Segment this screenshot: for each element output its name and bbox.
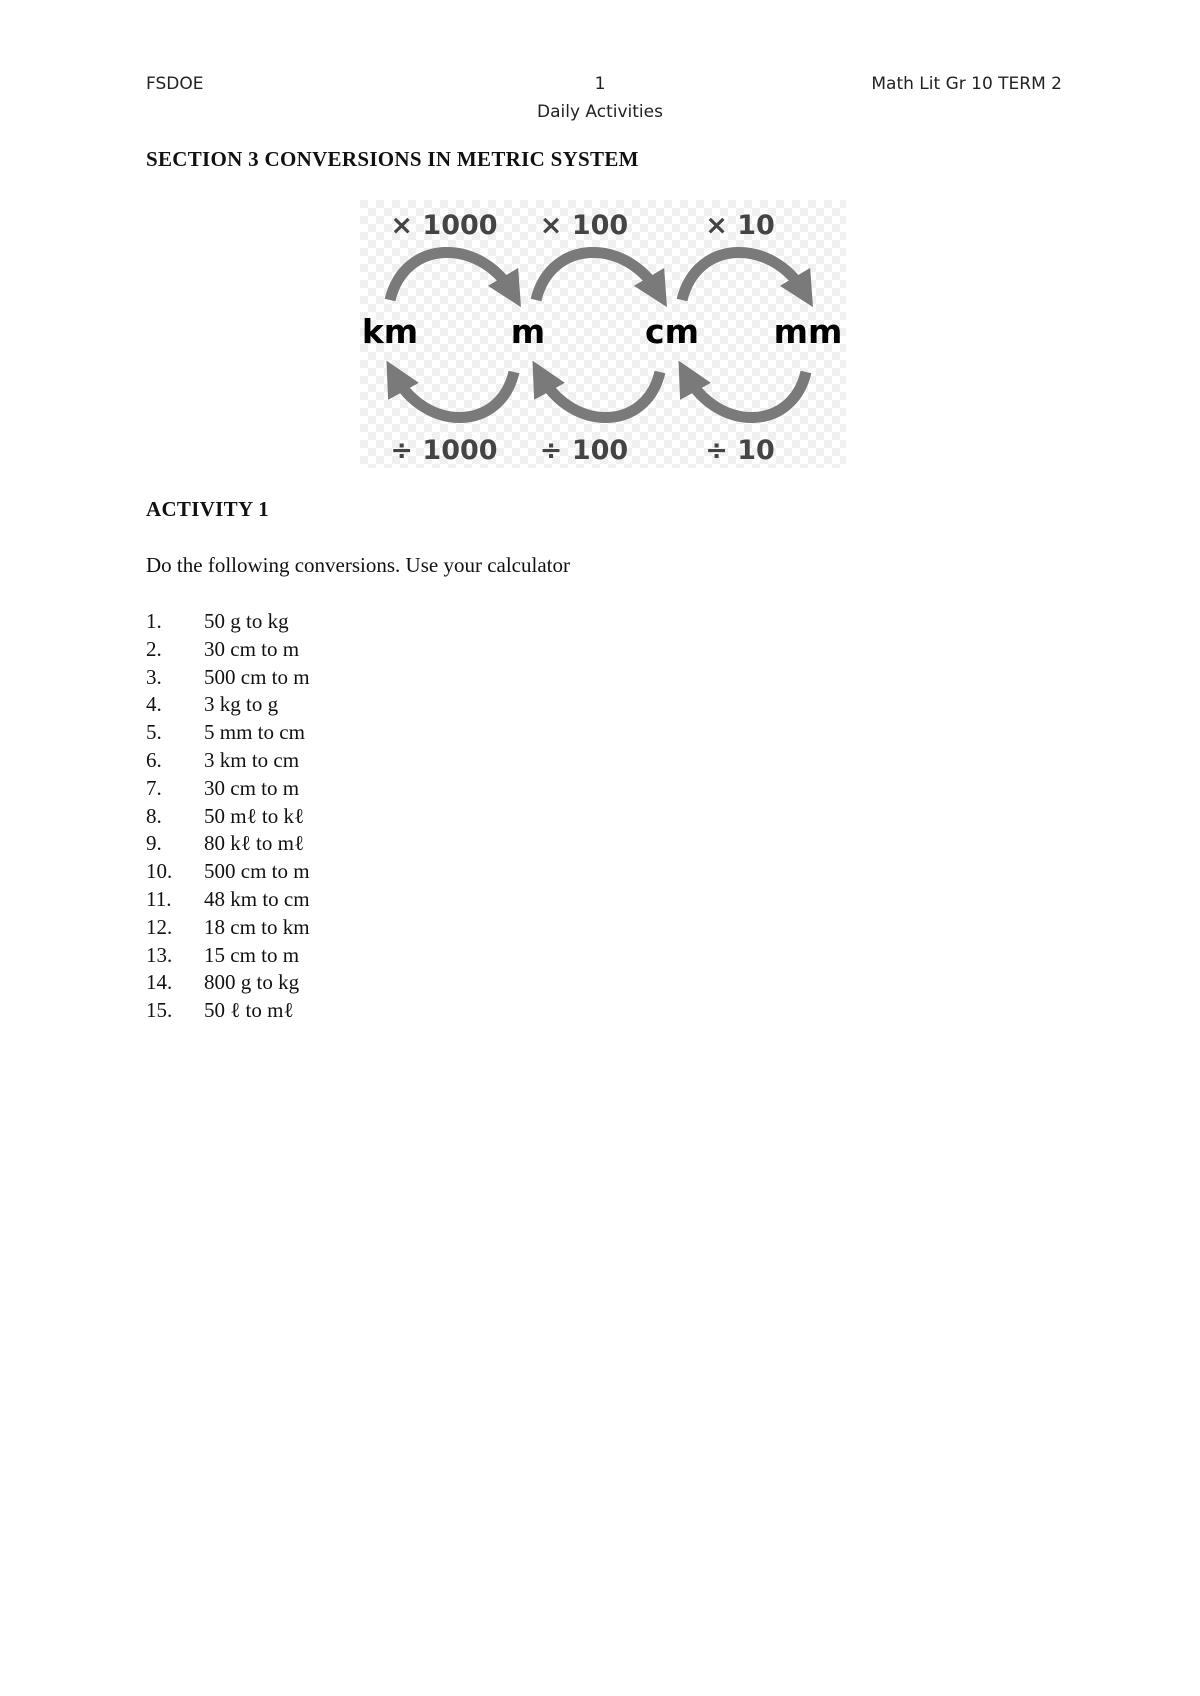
item-text: 500 cm to m bbox=[204, 664, 310, 689]
item-number: 11. bbox=[146, 886, 172, 911]
list-item bbox=[146, 942, 310, 970]
unit-cm: cm bbox=[645, 312, 699, 351]
multiply-label-10: × 10 bbox=[705, 210, 775, 241]
section-title: SECTION 3 CONVERSIONS IN METRIC SYSTEM bbox=[146, 147, 639, 171]
item-text: 50 ℓ to mℓ bbox=[204, 998, 294, 1023]
unit-km: km bbox=[361, 312, 419, 351]
item-text: 800 g to kg bbox=[204, 970, 300, 995]
list-item bbox=[146, 997, 310, 1025]
item-text: 500 cm to m bbox=[204, 859, 310, 884]
item-text: 3 kg to g bbox=[204, 692, 279, 717]
item-text: 50 g to kg bbox=[204, 609, 289, 633]
item-text: 3 km to cm bbox=[204, 747, 300, 772]
list-item bbox=[146, 858, 310, 886]
item-number: 1. bbox=[146, 609, 162, 633]
metric-conversion-diagram bbox=[360, 200, 846, 468]
header-left: FSDOE bbox=[146, 74, 204, 94]
list-item bbox=[146, 636, 310, 664]
item-text: 80 kℓ to mℓ bbox=[204, 831, 305, 856]
item-number: 3. bbox=[146, 664, 162, 689]
item-number: 12. bbox=[146, 914, 173, 939]
list-item bbox=[146, 914, 310, 942]
header-right: Math Lit Gr 10 TERM 2 bbox=[871, 74, 1062, 94]
item-number: 2. bbox=[146, 636, 162, 661]
list-item bbox=[146, 775, 310, 803]
list-item bbox=[146, 803, 310, 831]
item-text: 5 mm to cm bbox=[204, 720, 305, 745]
activity-instruction: Do the following conversions. Use your calculator bbox=[146, 553, 570, 577]
list-item bbox=[146, 969, 310, 997]
conversion-list bbox=[146, 608, 310, 1025]
list-item bbox=[146, 830, 310, 858]
list-item bbox=[146, 747, 310, 775]
item-text: 30 cm to m bbox=[204, 775, 300, 800]
list-item bbox=[146, 886, 310, 914]
multiply-label-1000: × 1000 bbox=[390, 210, 498, 241]
multiply-label-100: × 100 bbox=[539, 210, 629, 241]
item-number: 6. bbox=[146, 747, 162, 772]
item-text: 48 km to cm bbox=[204, 886, 310, 911]
item-number: 14. bbox=[146, 970, 173, 995]
divide-label-1000: ÷ 1000 bbox=[390, 435, 498, 466]
item-text: 30 cm to m bbox=[204, 636, 300, 661]
unit-m: m bbox=[510, 312, 546, 351]
item-number: 13. bbox=[146, 942, 173, 967]
list-item bbox=[146, 719, 310, 747]
divide-label-100: ÷ 100 bbox=[539, 435, 629, 466]
list-item bbox=[146, 664, 310, 692]
item-text: 50 mℓ to kℓ bbox=[204, 803, 305, 828]
item-number: 7. bbox=[146, 775, 162, 800]
item-number: 9. bbox=[146, 831, 162, 856]
divide-label-10: ÷ 10 bbox=[705, 435, 775, 466]
activity-title: ACTIVITY 1 bbox=[146, 497, 269, 521]
item-number: 5. bbox=[146, 720, 162, 745]
item-number: 4. bbox=[146, 692, 162, 717]
item-number: 15. bbox=[146, 998, 173, 1023]
item-text: 15 cm to m bbox=[204, 942, 300, 967]
item-text: 18 cm to km bbox=[204, 914, 310, 939]
list-item bbox=[146, 691, 310, 719]
list-item bbox=[146, 608, 310, 636]
header-subtitle: Daily Activities bbox=[537, 102, 663, 122]
item-number: 8. bbox=[146, 803, 162, 828]
item-number: 10. bbox=[146, 859, 173, 884]
unit-mm: mm bbox=[773, 312, 843, 351]
page-number: 1 bbox=[594, 74, 606, 94]
